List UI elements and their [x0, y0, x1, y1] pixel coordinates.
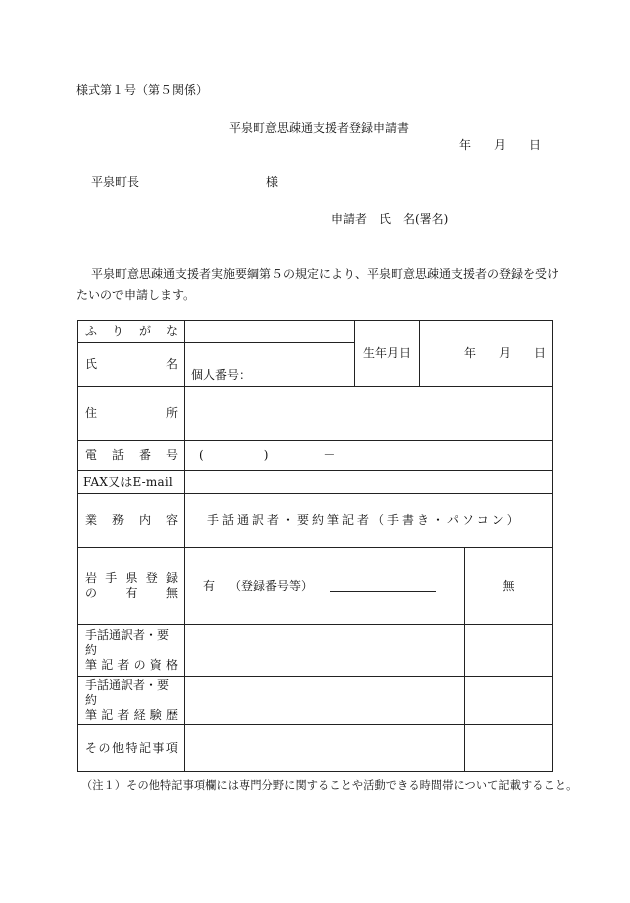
phone-open-paren: ( — [199, 448, 204, 462]
label-char: 手 — [105, 571, 118, 585]
registration-no-label: 無 — [502, 578, 515, 593]
label-char: ふ — [85, 324, 98, 338]
birth-year-label: 年 — [464, 346, 477, 360]
body-text-line-1: 平泉町意思疎通支援者実施要綱第５の規定により、平泉町意思疎通支援者の登録を受け — [91, 267, 560, 281]
label-char: 登 — [145, 571, 158, 585]
qualification-extra-field[interactable] — [465, 625, 553, 677]
label-char: の — [85, 586, 98, 600]
furigana-field[interactable] — [185, 321, 355, 343]
fax-email-field[interactable] — [185, 471, 553, 494]
birth-month-label: 月 — [499, 346, 512, 360]
name-label — [78, 343, 185, 387]
phone-field[interactable] — [185, 441, 553, 471]
footnote: （注１）その他特記事項欄には専門分野に関することや活動できる時間帯について記載すること。 — [81, 779, 578, 792]
label-char: 名 — [165, 357, 178, 371]
business-value: 手話通訳者・要約筆記者（手書き・パソコン） — [185, 494, 553, 548]
date-month: 月 — [494, 138, 507, 152]
label-char: 業 — [85, 513, 98, 527]
date-year: 年 — [459, 138, 472, 152]
experience-extra-field[interactable] — [465, 677, 553, 725]
label-char: 話 — [111, 448, 124, 462]
label-char: 氏 — [85, 357, 98, 371]
other-notes-extra-field[interactable] — [465, 725, 553, 772]
label-char: 録 — [165, 571, 178, 585]
registration-number-line — [330, 581, 436, 592]
address-field[interactable] — [185, 387, 553, 441]
label-char: 記 — [138, 740, 151, 755]
phone-label — [78, 441, 185, 471]
label-char: が — [138, 324, 151, 338]
label-char: そ — [85, 740, 98, 755]
date-day: 日 — [529, 138, 542, 152]
label-char: 番 — [138, 448, 151, 462]
address-label — [78, 387, 185, 441]
other-notes-row — [78, 725, 553, 772]
other-notes-label — [78, 725, 185, 772]
label-char: 号 — [165, 448, 178, 462]
label-char: 有 — [125, 586, 138, 600]
iwate-registration-label — [78, 548, 185, 625]
applicant-name-label: 申請者 氏 名(署名) — [331, 212, 449, 226]
qualification-field[interactable] — [185, 625, 465, 677]
label-char: 特 — [125, 740, 138, 755]
label-char: 項 — [165, 740, 178, 755]
furigana-label — [78, 321, 185, 343]
label-char: 県 — [125, 571, 138, 585]
label-char: 無 — [165, 586, 178, 600]
form-title: 平泉町意思疎通支援者登録申請書 — [229, 121, 410, 135]
label-char: 所 — [165, 406, 178, 420]
label-char: 験 — [149, 708, 162, 722]
label-char: 者 — [117, 708, 130, 722]
label-char: 内 — [138, 513, 151, 527]
label-char: 岩 — [85, 571, 98, 585]
label-char: 務 — [111, 513, 124, 527]
label-char: 容 — [165, 513, 178, 527]
label-char: 資 — [149, 658, 162, 672]
personal-number-label: 個人番号： — [191, 368, 252, 382]
form-number: 様式第１号（第５関係） — [76, 83, 209, 97]
label-char: 歴 — [165, 708, 178, 722]
phone-close-paren: ) — [263, 448, 269, 462]
birthdate-field[interactable] — [420, 321, 553, 387]
registration-yes-cell[interactable] — [185, 548, 465, 625]
label-char: 筆 — [85, 708, 98, 722]
label-char: 者 — [117, 658, 130, 672]
label-char: 筆 — [85, 658, 98, 672]
birth-day-label: 日 — [534, 346, 547, 360]
registration-yes-label: 有 — [203, 578, 216, 593]
fax-email-label: FAX又はE-mail — [78, 471, 185, 494]
iwate-registration-row — [78, 548, 553, 625]
furigana-row — [78, 321, 553, 343]
label-char: 記 — [101, 708, 114, 722]
experience-field[interactable] — [185, 677, 465, 725]
honorific: 様 — [266, 175, 279, 189]
qualification-label-line-1: 手話通訳者・要約 — [85, 628, 170, 657]
addressee: 平泉町長 — [91, 175, 140, 189]
application-table — [77, 320, 553, 772]
label-char: り — [111, 324, 124, 338]
qualification-row — [78, 625, 553, 677]
business-row — [78, 494, 553, 548]
phone-dash: － — [323, 448, 336, 462]
fax-row — [78, 471, 553, 494]
phone-row — [78, 441, 553, 471]
name-field[interactable] — [185, 343, 355, 387]
label-char: 経 — [133, 708, 146, 722]
qualification-label — [78, 625, 185, 677]
other-notes-field[interactable] — [185, 725, 465, 772]
label-char: の — [98, 740, 111, 755]
body-text-line-2: たいので申請します。 — [76, 288, 196, 302]
experience-label — [78, 677, 185, 725]
label-char: 格 — [165, 658, 178, 672]
label-char: な — [165, 324, 178, 338]
birthdate-label: 生年月日 — [355, 321, 420, 387]
registration-no-cell[interactable] — [465, 548, 553, 625]
label-char: 事 — [152, 740, 165, 755]
label-char: 電 — [85, 448, 98, 462]
label-char: 記 — [101, 658, 114, 672]
label-char: の — [133, 658, 146, 672]
experience-row — [78, 677, 553, 725]
experience-label-line-1: 手話通訳者・要約 — [85, 678, 170, 707]
label-char: 他 — [111, 740, 124, 755]
business-label — [78, 494, 185, 548]
address-row — [78, 387, 553, 441]
registration-number-label: （登録番号等） — [229, 578, 314, 593]
label-char: 住 — [85, 406, 98, 420]
